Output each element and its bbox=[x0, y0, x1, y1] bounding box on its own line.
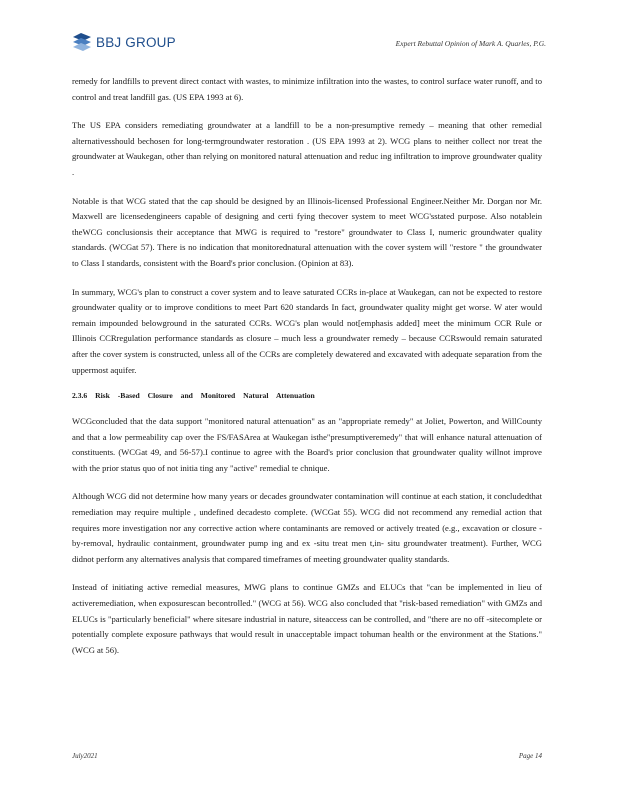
bbj-logo-icon bbox=[72, 33, 92, 51]
section-heading: 2.3.6 Risk -Based Closure and Monitored Natural Attenuation bbox=[72, 391, 315, 401]
company-logo bbox=[72, 33, 176, 51]
paragraph: Although WCG did not determine how many years or decades groundwater contamination will continue at each station, it concludedthat remediation may require multiple , undefined decadesto complete. (WCGat 55). WCG did not recommend any remedial action that requires more investigation nor any corrective action where contaminants are removed or actively treated (e.g., excavation or closure -by-removal, hydraulic containment, groundwater pump ing and ex -situ treat men t,in- situ groundwater treatment). Further, WCG didnot perform any alternatives analysis that compared timeframes of meeting groundwater quality standards. bbox=[72, 491, 542, 564]
paragraph: WCGconcluded that the data support "monitored natural attenuation" as an "appropriate remedy" at Joliet, Powerton, and WillCounty and that a low permeability cap over the FS/FASArea at Waukegan isthe"presumptiveremedy" that will enhance natural attenuation of constituents. (WCGat 49, and 56-57).I continue to agree with the Board's prior conclusion that groundwater quality willnot improve with the prior status quo of not initia ting any "active" remedial te chnique. bbox=[72, 416, 542, 473]
paragraph: remedy for landfills to prevent direct contact with wastes, to minimize infiltration into the wastes, to control surface water runoff, and to control and treat landfill gas. (US EPA 1993 at 6). bbox=[72, 76, 542, 102]
paragraph: The US EPA considers remediating groundwater at a landfill to be a non-presumptive remedy – meaning that other remedial alternativesshould bechosen for long-termgroundwater restoration . (US EPA 1993 at 2). WCG plans to neither collect nor treat the groundwater at Waukegan, other than relying on monitored natural attenuation and reduc ing infiltration to improve groundwater quality . bbox=[72, 120, 542, 177]
page-number: Page 14 bbox=[518, 752, 542, 760]
page-footer bbox=[72, 752, 542, 760]
paragraph: Instead of initiating active remedial measures, MWG plans to continue GMZs and ELUCs that "can be implemented in lieu of activeremediation, when exposurescan becontrolled." (WCG at 56). WCG also concluded that "risk-based remediation" with GMZs and ELUCs is "particularly beneficial" where sitesare industrial in nature, siteaccess can be controlled, and "there are no off -sitecomplete or potentially complete exposure pathways that would result in unacceptable impact tohuman health or the environment at the Stations." (WCG at 56). bbox=[72, 582, 542, 655]
document-title: Expert Rebuttal Opinion of Mark A. Quarles, P.G. bbox=[395, 39, 546, 48]
page-header bbox=[72, 33, 546, 59]
document-body bbox=[72, 74, 542, 671]
paragraph: Notable is that WCG stated that the cap should be designed by an Illinois-licensed Professional Engineer.Neither Mr. Dorgan nor Mr. Maxwell are licensedengineers capable of designing and certi fying thecover system to meet WCG'sstated purpose. Also notablein theWCG conclusionsis their acceptance that MWG is required to "restore" groundwater to Class I, numeric groundwater quality standards. (WCGat 57). There is no indication that monitorednatural attenuation with the cover system will "restore " the groundwater to Class I standards, consistent with the Board's prior conclusion. (Opinion at 83). bbox=[72, 195, 542, 268]
paragraph: In summary, WCG's plan to construct a cover system and to leave saturated CCRs in-place at Waukegan, can not be expected to restore groundwater quality or to improve conditions to meet Part 620 standards In fact, groundwater quality might get worse. W ater would remain impounded belowground in the saturated CCRs. WCG's plan would not[emphasis added] meet the minimum CCR Rule or Illinois CCRregulation performance standards as closure – much less a groundwater remedy – because CCRswould remain saturated after the cover system is constructed, unless all of the CCRs are completely dewatered and excavated with adequate separation from the uppermost aquifer. bbox=[72, 286, 542, 375]
footer-date: July2021 bbox=[72, 752, 98, 760]
logo-text: BBJ GROUP bbox=[96, 34, 176, 50]
